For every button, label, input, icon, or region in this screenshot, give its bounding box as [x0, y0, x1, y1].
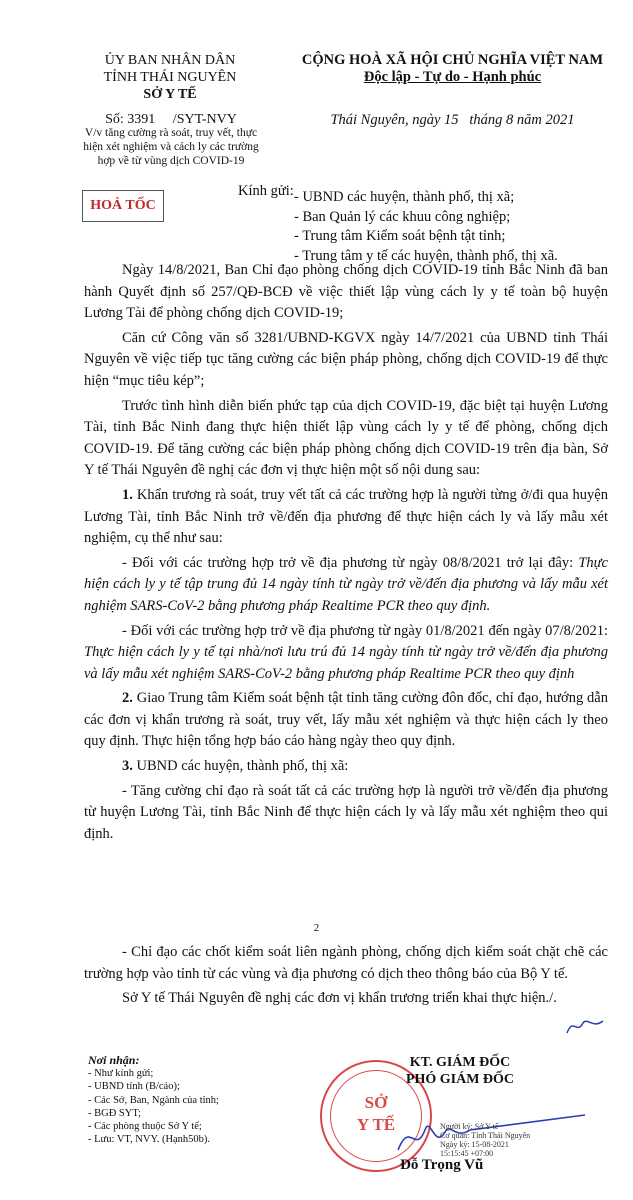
- paragraph: Ngày 14/8/2021, Ban Chỉ đạo phòng chống dịch COVID-19 tỉnh Bắc Ninh đã ban hành Quyết định số 257/QĐ-BCĐ về việc thiết lập vùng cách ly y tế toàn bộ huyện Lương Tài để phòng chống dịch COVID-19;: [84, 262, 608, 322]
- digital-line: Người ký: Sở Y tế: [440, 1122, 499, 1131]
- digital-signature-info: [440, 1122, 530, 1158]
- item-number: 3.: [122, 758, 133, 775]
- distribution-item: - Lưu: VT, NVY. (Hạnh50b).: [88, 1134, 211, 1146]
- distribution-item: - BGĐ SYT;: [88, 1107, 142, 1119]
- item-number: 2.: [122, 690, 133, 707]
- paragraph: [84, 553, 608, 618]
- item-text: Khẩn trương rà soát, truy vết tất cả các trường hợp là người từng ở/đi qua huyện Lương Tài, tỉnh Bắc Ninh trở về/đến địa phương để thực hiện cách ly và lấy mẫu xét nghiệm, cụ thể như sau:: [84, 486, 608, 547]
- paragraph: [84, 688, 608, 753]
- distribution-list: [88, 1054, 219, 1146]
- item-text-italic: Thực hiện cách ly y tế tập trung đủ 14 ngày tính từ ngày trở về/đến địa phương và lấy mẫu xét nghiệm SARS-CoV-2 bằng phương pháp Realtime PCR theo quy định.: [84, 554, 608, 614]
- distribution-item: - Các phòng thuộc Sở Y tế;: [88, 1121, 202, 1133]
- agency-header: [70, 52, 270, 103]
- paragraph: - Chỉ đạo các chốt kiểm soát liên ngành phòng, chống dịch kiểm soát chặt chẽ các trường hợp vào tỉnh từ các vùng và địa phương có dịch theo thông báo của Bộ Y tế.: [84, 944, 608, 982]
- paragraph: Trước tình hình diễn biến phức tạp của dịch COVID-19, đặc biệt tại huyện Lương Tài, tỉnh Bắc Ninh đang thực hiện thiết lập vùng cách ly y tế để phòng, chống dịch COVID-19. Để tăng cường các biện pháp phòng chống dịch COVID-19 trên địa bàn, Sở Y tế Thái Nguyên đề nghị các đơn vị thực hiện một số nội dung sau:: [84, 397, 608, 479]
- distribution-item: - UBND tỉnh (B/cáo);: [88, 1081, 180, 1093]
- paragraph: [84, 485, 608, 550]
- document-number: Số: 3391 /SYT-NVY: [105, 112, 237, 127]
- distribution-item: - Như kính gửi;: [88, 1068, 154, 1080]
- signer-position: PHÓ GIÁM ĐỐC: [405, 1072, 515, 1087]
- item-text: UBND các huyện, thành phố, thị xã:: [132, 758, 349, 775]
- signer-name: Đỗ Trọng Vũ: [400, 1157, 484, 1173]
- recipient: - Ban Quản lý các khuu công nghiệp;: [294, 208, 511, 225]
- paragraph: Sở Y tế Thái Nguyên đề nghị các đơn vị khẩn trương triển khai thực hiện./.: [122, 990, 557, 1007]
- page2-body: [84, 942, 608, 1013]
- recipient: - Trung tâm Kiểm soát bệnh tật tỉnh;: [294, 228, 506, 244]
- distribution-label: Nơi nhận:: [88, 1053, 140, 1067]
- paragraph: Căn cứ Công văn số 3281/UBND-KGVX ngày 14/7/2021 của UBND tỉnh Thái Nguyên về việc tiếp tục tăng cường các biện pháp phòng, chống dịch COVID-19 để thực hiện “mục tiêu kép”;: [84, 329, 608, 389]
- seal-text: Y TẾ: [356, 1115, 396, 1134]
- agency-name: SỞ Y TẾ: [143, 87, 197, 102]
- recipient: - UBND các huyện, thành phố, thị xã;: [294, 189, 515, 205]
- item-text: - Đối với các trường hợp trở về địa phương từ ngày 08/8/2021 trở lại đây:: [122, 554, 579, 571]
- recipient: - Trung tâm y tế các huyện, thành phố, thị xã.: [294, 247, 558, 264]
- seal-text: SỞ: [364, 1093, 388, 1112]
- national-motto: [280, 52, 625, 86]
- urgent-badge: HOẢ TỐC: [82, 190, 164, 222]
- item-text: Giao Trung tâm Kiểm soát bệnh tật tỉnh tăng cường đôn đốc, chỉ đạo, hướng dẫn các đơn vị khẩn trương rà soát, truy vết, lấy mẫu xét nghiệm và thực hiện cách ly theo quy định. Thực hiện tổng hợp báo cáo hàng ngày theo quy định.: [84, 690, 608, 750]
- agency-line: ỦY BAN NHÂN DÂN: [104, 53, 236, 68]
- digital-line: Cơ quan: Tỉnh Thái Nguyên: [440, 1131, 531, 1140]
- initial-mark: [565, 1015, 605, 1037]
- signature-title: [380, 1054, 540, 1088]
- digital-line: Ngày ký: 15-08-2021: [440, 1140, 509, 1149]
- motto-line: CỘNG HOÀ XÃ HỘI CHỦ NGHĨA VIỆT NAM: [301, 52, 604, 68]
- item-text-italic: Thực hiện cách ly y tế tại nhà/nơi lưu trú đủ 14 ngày tính từ ngày trở về/đến địa phương và lấy mẫu xét nghiệm SARS-CoV-2 bằng phương pháp Realtime PCR theo quy định: [84, 644, 608, 682]
- document-subject: V/v tăng cường rà soát, truy vết, thực hiện xét nghiệm và cách ly các trường hợp về từ vùng dịch COVID-19: [83, 127, 259, 167]
- document-body: [84, 260, 608, 848]
- recipients-list: [294, 188, 558, 266]
- paragraph: - Tăng cường chỉ đạo rà soát tất cả các trường hợp là người trở về/đến địa phương từ huyện Lương Tài, tỉnh Bắc Ninh để thực hiện cách ly và lấy mẫu xét nghiệm theo qui định.: [84, 782, 608, 842]
- distribution-item: - Các Sở, Ban, Ngành của tỉnh;: [88, 1094, 219, 1106]
- motto-subline: Độc lập - Tự do - Hạnh phúc: [363, 69, 542, 85]
- paragraph: [84, 756, 608, 778]
- paragraph: [84, 621, 608, 686]
- item-number: 1.: [122, 486, 133, 503]
- signer-title: KT. GIÁM ĐỐC: [409, 1055, 511, 1070]
- page-number: 2: [313, 922, 320, 934]
- recipients-label: Kính gửi:: [238, 183, 294, 199]
- item-text: - Đối với các trường hợp trở về địa phương từ ngày 01/8/2021 đến ngày 07/8/2021:: [122, 622, 608, 639]
- agency-line: TỈNH THÁI NGUYÊN: [103, 70, 237, 85]
- document-date: Thái Nguyên, ngày 15 tháng 8 năm 2021: [330, 112, 575, 128]
- digital-line: 15:15:45 +07:00: [440, 1149, 494, 1158]
